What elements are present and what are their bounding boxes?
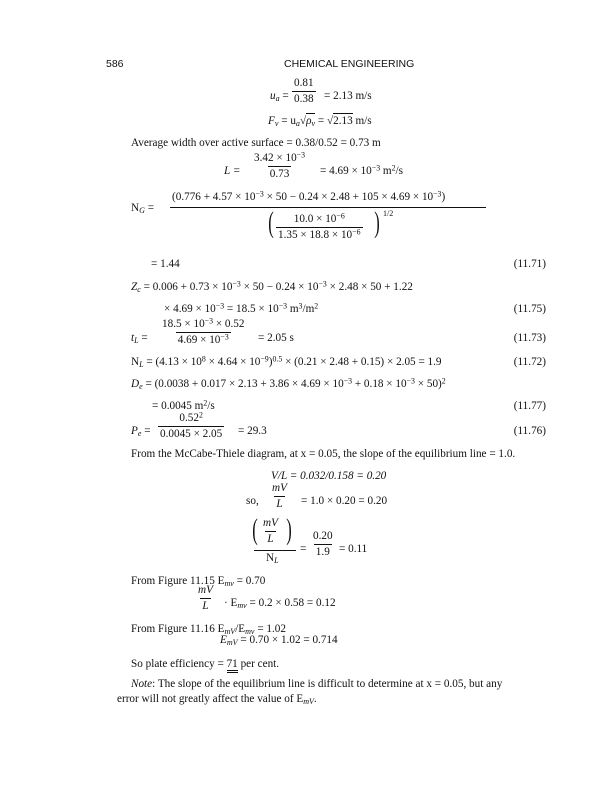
left-paren: ( [268, 206, 274, 239]
avg-width-text: Average width over active surface = 0.38/0.52 = 0.73 m [131, 137, 381, 149]
eqno-11-71: (11.71) [513, 258, 546, 270]
equation-Zc-line2: × $4.69 \times 10^{-3} = 18.5 \times 10^{-3}$ $m^3/m^2$ [164, 301, 319, 315]
efficiency-value: 71 [227, 658, 238, 673]
page-number: 586 [106, 58, 124, 70]
equation-Zc-line1: $Z_c = 0.006 + 0.73 \times 10^{-3} \times 50 - 0.24 \times 10^{-3} \times 2.48 \times 50 + 1.22$ [131, 279, 413, 295]
equation-De-line2: = 0.0045 $m^2/s$ [152, 398, 215, 412]
mccabe-text: From the McCabe-Thiele diagram, at x = 0.05, the slope of the equilibrium line = 1.0. [131, 448, 516, 460]
eqno-11-76: (11.76) [513, 425, 546, 437]
fig-11-16-text: From Figure 11.16 $E_{mV}/E_{mv} = 1.02$ [131, 623, 286, 637]
eqno-11-72: (11.72) [513, 356, 546, 368]
note-label: Note [131, 678, 153, 690]
right-paren: ) [374, 206, 380, 239]
eqno-11-77: (11.77) [513, 400, 546, 412]
note-line2: error will not greatly affect the value of $E_{mV}$. [117, 693, 317, 707]
ng-fraction-bar [170, 207, 486, 208]
note-line1: Note: The slope of the equilibrium line is difficult to determine at x = 0.05, but any [131, 678, 503, 690]
equation-De-line1: $D_e = (0.0038 + 0.017 \times 2.13 + 3.86 \times 4.69 \times 10^{-3} + 0.18 \times 10^{-3} \times 50)^2$ [131, 376, 446, 392]
running-title: CHEMICAL ENGINEERING [284, 58, 415, 70]
ng-result: = 1.44 [151, 258, 180, 270]
eqno-11-75: (11.75) [513, 303, 546, 315]
efficiency-text: So plate efficiency = 71 per cent. [131, 659, 279, 670]
equation-fv: $F_v = u_a√\rho_v = √2.13$ m/s [268, 115, 372, 129]
emv-equation: $E_{mV} = 0.70 \times 1.02 = 0.714$ [220, 634, 338, 648]
eqno-11-73: (11.73) [513, 332, 546, 344]
vl-equation: V/L = 0.032/0.158 = 0.20 [271, 470, 387, 482]
fig-11-15-text: From Figure 11.15 $E_{mv} = 0.70$ [131, 575, 266, 589]
equation-NL: $N_L = (4.13 \times 10^8 \times 4.64 \times 10^{-9})^{0.5} \times (0.21 \times 2.48 + 0.15) \times 2.05 = 1.9$ [131, 354, 442, 370]
